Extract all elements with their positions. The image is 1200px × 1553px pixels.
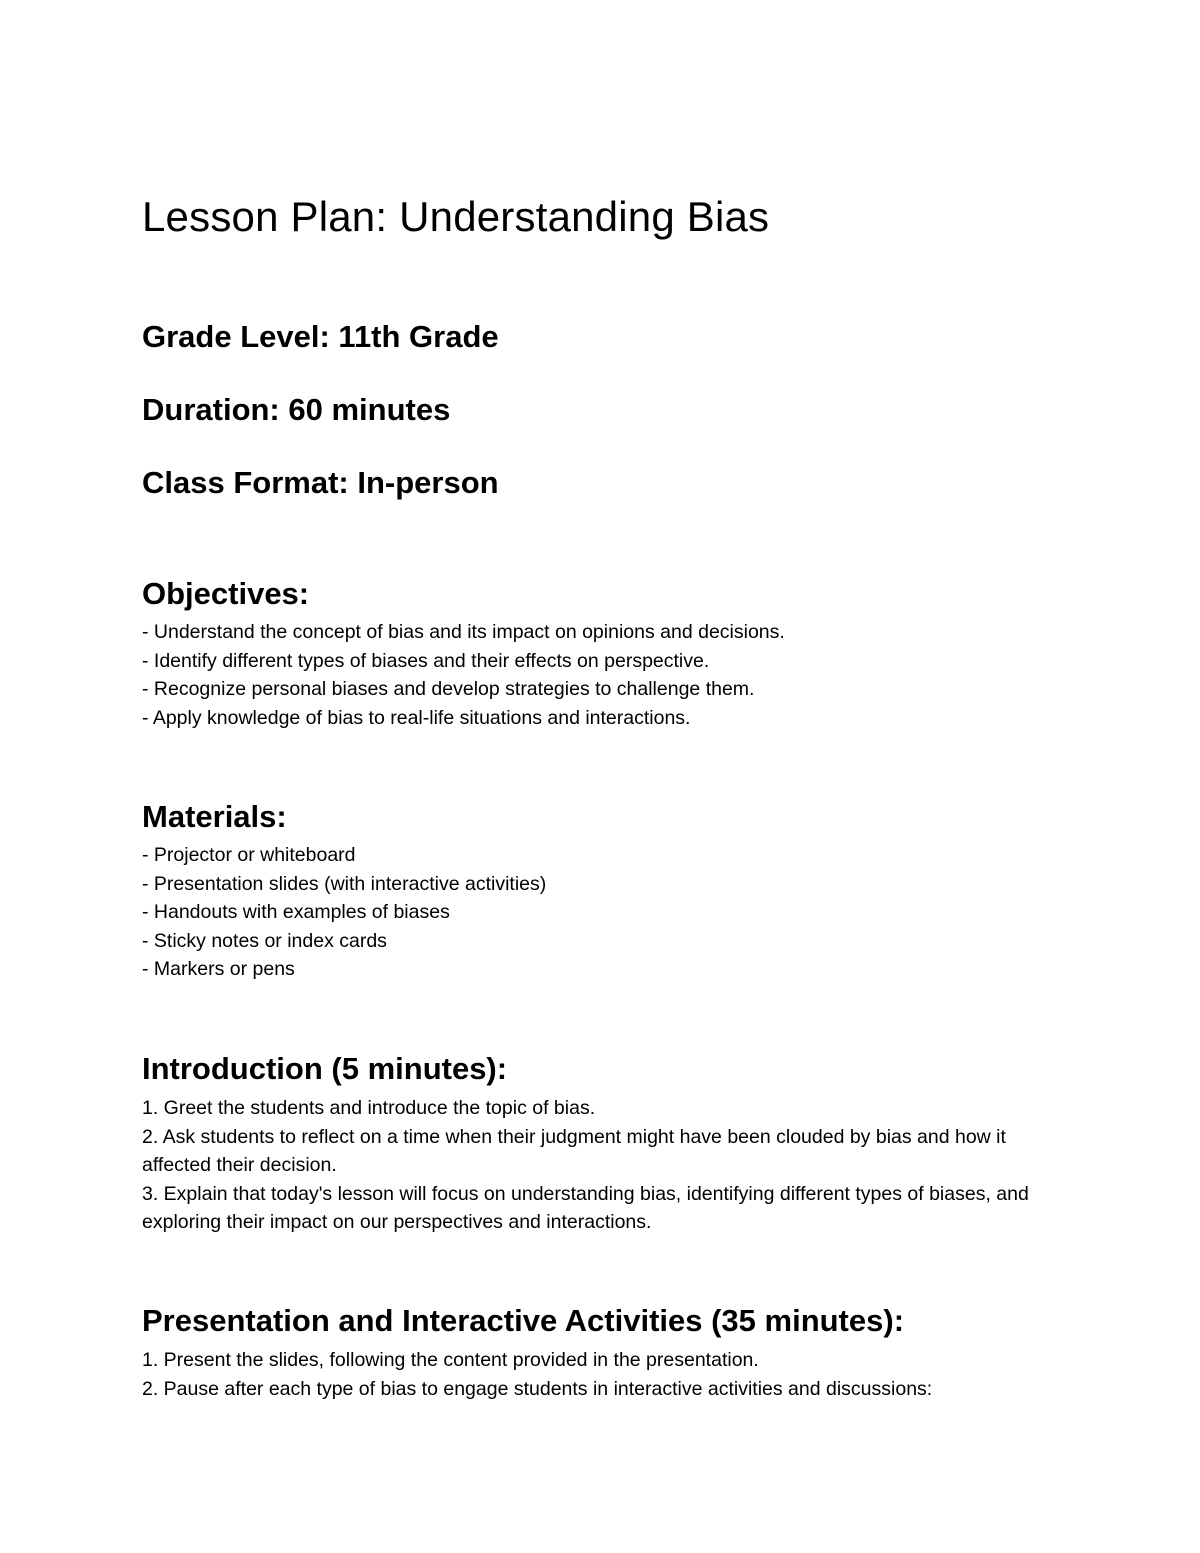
- list-item: - Identify different types of biases and their effects on perspective.: [142, 649, 710, 672]
- introduction-heading: Introduction (5 minutes):: [142, 1051, 508, 1086]
- list-item: 3. Explain that today's lesson will focus on understanding bias, identifying different types of biases, and exploring their impact on our perspectives and interactions.: [142, 1182, 1029, 1233]
- list-item: - Sticky notes or index cards: [142, 929, 387, 952]
- list-item: - Markers or pens: [142, 958, 295, 980]
- list-item: 1. Greet the students and introduce the topic of bias.: [142, 1097, 596, 1119]
- list-item: - Presentation slides (with interactive activities): [142, 872, 547, 895]
- class-format: Class Format: In-person: [142, 465, 499, 500]
- list-item: - Understand the concept of bias and its impact on opinions and decisions.: [142, 621, 785, 643]
- grade-level: Grade Level: 11th Grade: [142, 319, 499, 354]
- presentation-list: [142, 1346, 932, 1403]
- list-item: - Recognize personal biases and develop strategies to challenge them.: [142, 678, 755, 700]
- list-item: 1. Present the slides, following the content provided in the presentation.: [142, 1349, 759, 1371]
- list-item: - Handouts with examples of biases: [142, 901, 450, 923]
- materials-heading: Materials:: [142, 799, 287, 834]
- duration: Duration: 60 minutes: [142, 392, 451, 427]
- list-item: - Apply knowledge of bias to real-life situations and interactions.: [142, 706, 691, 729]
- list-item: 2. Ask students to reflect on a time when their judgment might have been clouded by bias and how it affected their decision.: [142, 1125, 1006, 1176]
- introduction-list: [142, 1094, 1052, 1237]
- page-title: Lesson Plan: Understanding Bias: [142, 193, 770, 240]
- presentation-heading: Presentation and Interactive Activities (35 minutes):: [142, 1303, 905, 1338]
- materials-list: [142, 841, 546, 984]
- list-item: - Projector or whiteboard: [142, 844, 356, 866]
- objectives-list: [142, 618, 785, 732]
- objectives-heading: Objectives:: [142, 576, 310, 611]
- list-item: 2. Pause after each type of bias to engage students in interactive activities and discussions:: [142, 1377, 933, 1400]
